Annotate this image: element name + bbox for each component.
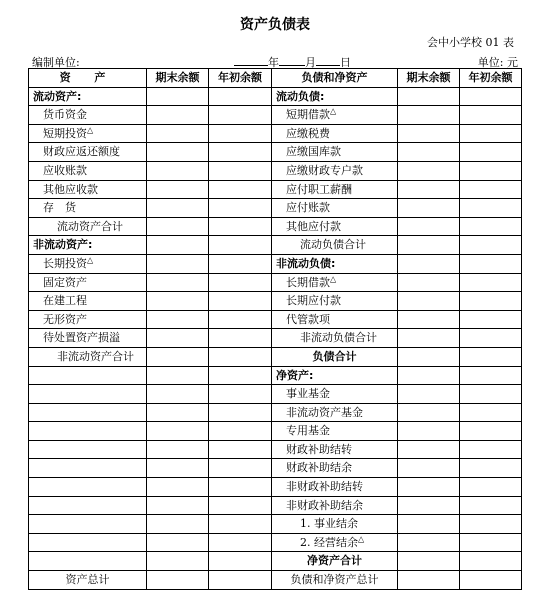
liab-end-balance-cell[interactable] xyxy=(398,292,460,311)
liability-item-label xyxy=(272,385,398,404)
liability-item-label xyxy=(272,403,398,422)
liab-end-balance-cell[interactable] xyxy=(398,533,460,552)
liab-begin-balance-cell[interactable] xyxy=(460,310,522,329)
balance-sheet-table xyxy=(28,68,522,590)
asset-begin-balance-cell[interactable] xyxy=(209,161,272,180)
table-row xyxy=(29,385,522,404)
asset-begin-balance-cell[interactable] xyxy=(209,385,272,404)
item-text: 负债和净资产总计 xyxy=(290,573,379,587)
liability-item-label xyxy=(272,571,398,590)
asset-end-balance-cell[interactable] xyxy=(147,199,209,218)
asset-begin-balance-cell[interactable] xyxy=(209,143,272,162)
asset-begin-balance-cell[interactable] xyxy=(209,403,272,422)
item-text: 非流动负债: xyxy=(276,256,336,270)
asset-begin-balance-cell[interactable] xyxy=(209,571,272,590)
asset-end-balance-cell[interactable] xyxy=(147,180,209,199)
asset-item-label xyxy=(29,385,147,404)
table-header-row xyxy=(29,69,522,88)
asset-end-balance-cell[interactable] xyxy=(147,254,209,273)
item-text: 非流动负债合计 xyxy=(300,331,377,345)
liab-begin-balance-cell[interactable] xyxy=(460,180,522,199)
asset-end-balance-cell[interactable] xyxy=(147,329,209,348)
item-text: 固定资产 xyxy=(43,275,87,289)
liab-end-balance-cell[interactable] xyxy=(398,366,460,385)
asset-begin-balance-cell[interactable] xyxy=(209,236,272,255)
item-text: 其他应付款 xyxy=(286,219,341,233)
item-text: 流动资产: xyxy=(33,89,82,103)
liability-item-label xyxy=(272,161,398,180)
item-text: 流动负债: xyxy=(276,89,325,103)
table-row xyxy=(29,515,522,534)
asset-begin-balance-cell[interactable] xyxy=(209,422,272,441)
liab-end-balance-cell[interactable] xyxy=(398,236,460,255)
liab-begin-balance-cell[interactable] xyxy=(460,217,522,236)
liab-begin-balance-cell[interactable] xyxy=(460,236,522,255)
asset-item-label xyxy=(29,440,147,459)
header-asset-end-balance: 期末余额 xyxy=(147,69,209,88)
liab-begin-balance-cell[interactable] xyxy=(460,366,522,385)
compiling-unit-label: 编制单位: xyxy=(32,56,80,69)
asset-item-label xyxy=(29,180,147,199)
liab-begin-balance-cell[interactable] xyxy=(460,440,522,459)
table-row xyxy=(29,106,522,125)
liab-begin-balance-cell[interactable] xyxy=(460,496,522,515)
asset-begin-balance-cell[interactable] xyxy=(209,180,272,199)
liab-begin-balance-cell[interactable] xyxy=(460,87,522,106)
item-text: 事业基金 xyxy=(286,387,330,401)
liab-begin-balance-cell[interactable] xyxy=(460,552,522,571)
liab-end-balance-cell[interactable] xyxy=(398,143,460,162)
asset-item-label xyxy=(29,273,147,292)
liab-begin-balance-cell[interactable] xyxy=(460,273,522,292)
table-row xyxy=(29,217,522,236)
liab-end-balance-cell[interactable] xyxy=(398,496,460,515)
item-text: 非流动资产基金 xyxy=(286,405,363,419)
liability-item-label xyxy=(272,87,398,106)
table-row xyxy=(29,310,522,329)
liability-item-label xyxy=(272,478,398,497)
asset-begin-balance-cell[interactable] xyxy=(209,478,272,497)
liab-begin-balance-cell[interactable] xyxy=(460,199,522,218)
asset-end-balance-cell[interactable] xyxy=(147,422,209,441)
header-assets: 资 产 xyxy=(29,69,147,88)
item-text: 应缴税费 xyxy=(286,126,330,140)
asset-end-balance-cell[interactable] xyxy=(147,87,209,106)
table-row xyxy=(29,422,522,441)
asset-end-balance-cell[interactable] xyxy=(147,273,209,292)
item-text: 财政应返还额度 xyxy=(43,145,120,159)
asset-item-label xyxy=(29,310,147,329)
item-text: 应缴国库款 xyxy=(286,145,341,159)
asset-end-balance-cell[interactable] xyxy=(147,478,209,497)
table-row xyxy=(29,440,522,459)
header-liab-begin-balance: 年初余额 xyxy=(460,69,522,88)
asset-begin-balance-cell[interactable] xyxy=(209,217,272,236)
liab-begin-balance-cell[interactable] xyxy=(460,385,522,404)
item-text: 存 货 xyxy=(43,201,76,215)
header-liabilities-equity: 负债和净资产 xyxy=(272,69,398,88)
item-text: 短期借款 xyxy=(286,108,330,122)
asset-begin-balance-cell[interactable] xyxy=(209,199,272,218)
table-row xyxy=(29,478,522,497)
liability-item-label xyxy=(272,124,398,143)
table-row xyxy=(29,161,522,180)
liability-item-label xyxy=(272,329,398,348)
month-blank[interactable] xyxy=(279,55,305,66)
asset-item-label xyxy=(29,552,147,571)
table-row xyxy=(29,329,522,348)
asset-end-balance-cell[interactable] xyxy=(147,292,209,311)
asset-end-balance-cell[interactable] xyxy=(147,533,209,552)
item-text: 应付职工薪酬 xyxy=(286,182,352,196)
table-row xyxy=(29,87,522,106)
liab-end-balance-cell[interactable] xyxy=(398,571,460,590)
liab-end-balance-cell[interactable] xyxy=(398,552,460,571)
asset-begin-balance-cell[interactable] xyxy=(209,87,272,106)
liability-item-label xyxy=(272,254,398,273)
item-text: 待处置资产损溢 xyxy=(43,331,120,345)
liab-begin-balance-cell[interactable] xyxy=(460,459,522,478)
asset-begin-balance-cell[interactable] xyxy=(209,459,272,478)
asset-item-label xyxy=(29,329,147,348)
asset-item-label xyxy=(29,533,147,552)
liab-begin-balance-cell[interactable] xyxy=(460,515,522,534)
item-text: 资产总计 xyxy=(65,573,110,587)
asset-item-label xyxy=(29,496,147,515)
asset-begin-balance-cell[interactable] xyxy=(209,515,272,534)
liability-item-label xyxy=(272,347,398,366)
asset-begin-balance-cell[interactable] xyxy=(209,366,272,385)
asset-begin-balance-cell[interactable] xyxy=(209,273,272,292)
liability-item-label xyxy=(272,292,398,311)
triangle-mark-icon: △ xyxy=(87,255,94,265)
asset-end-balance-cell[interactable] xyxy=(147,496,209,515)
asset-begin-balance-cell[interactable] xyxy=(209,310,272,329)
liab-end-balance-cell[interactable] xyxy=(398,106,460,125)
item-text: 非财政补助结转 xyxy=(286,480,363,494)
liab-end-balance-cell[interactable] xyxy=(398,515,460,534)
liab-end-balance-cell[interactable] xyxy=(398,217,460,236)
liab-end-balance-cell[interactable] xyxy=(398,199,460,218)
liab-end-balance-cell[interactable] xyxy=(398,403,460,422)
item-text: 长期借款 xyxy=(286,275,330,289)
asset-end-balance-cell[interactable] xyxy=(147,310,209,329)
item-text: 1. 事业结余 xyxy=(300,517,358,531)
liability-item-label xyxy=(272,366,398,385)
liability-item-label xyxy=(272,496,398,515)
table-row xyxy=(29,236,522,255)
liability-item-label xyxy=(272,310,398,329)
liab-end-balance-cell[interactable] xyxy=(398,180,460,199)
liability-item-label xyxy=(272,236,398,255)
liab-begin-balance-cell[interactable] xyxy=(460,478,522,497)
asset-end-balance-cell[interactable] xyxy=(147,106,209,125)
day-label: 日 xyxy=(340,56,351,69)
month-label: 月 xyxy=(305,56,316,69)
liab-begin-balance-cell[interactable] xyxy=(460,422,522,441)
item-text: 长期投资 xyxy=(43,256,87,270)
asset-item-label xyxy=(29,478,147,497)
item-text: 净资产合计 xyxy=(307,554,362,568)
liab-end-balance-cell[interactable] xyxy=(398,329,460,348)
asset-end-balance-cell[interactable] xyxy=(147,124,209,143)
asset-end-balance-cell[interactable] xyxy=(147,552,209,571)
liab-begin-balance-cell[interactable] xyxy=(460,106,522,125)
year-label: 年 xyxy=(268,56,279,69)
table-row xyxy=(29,496,522,515)
asset-item-label xyxy=(29,515,147,534)
item-text: 在建工程 xyxy=(43,294,87,308)
asset-begin-balance-cell[interactable] xyxy=(209,254,272,273)
liab-end-balance-cell[interactable] xyxy=(398,161,460,180)
item-text: 应付账款 xyxy=(286,201,330,215)
table-row xyxy=(29,273,522,292)
asset-end-balance-cell[interactable] xyxy=(147,571,209,590)
liab-begin-balance-cell[interactable] xyxy=(460,403,522,422)
asset-end-balance-cell[interactable] xyxy=(147,459,209,478)
item-text: 其他应收款 xyxy=(43,182,98,196)
liability-item-label xyxy=(272,552,398,571)
table-row xyxy=(29,347,522,366)
liability-item-label xyxy=(272,106,398,125)
liab-end-balance-cell[interactable] xyxy=(398,459,460,478)
table-row xyxy=(29,292,522,311)
item-text: 非流动资产合计 xyxy=(57,349,134,363)
asset-item-label xyxy=(29,403,147,422)
table-row xyxy=(29,459,522,478)
liab-begin-balance-cell[interactable] xyxy=(460,161,522,180)
liab-begin-balance-cell[interactable] xyxy=(460,143,522,162)
asset-end-balance-cell[interactable] xyxy=(147,440,209,459)
liab-end-balance-cell[interactable] xyxy=(398,478,460,497)
asset-end-balance-cell[interactable] xyxy=(147,366,209,385)
asset-end-balance-cell[interactable] xyxy=(147,347,209,366)
asset-begin-balance-cell[interactable] xyxy=(209,106,272,125)
triangle-mark-icon: △ xyxy=(330,273,337,283)
asset-item-label xyxy=(29,124,147,143)
asset-end-balance-cell[interactable] xyxy=(147,161,209,180)
item-text: 净资产: xyxy=(276,368,314,382)
liab-begin-balance-cell[interactable] xyxy=(460,533,522,552)
liability-item-label xyxy=(272,422,398,441)
liab-end-balance-cell[interactable] xyxy=(398,254,460,273)
asset-begin-balance-cell[interactable] xyxy=(209,552,272,571)
table-row xyxy=(29,199,522,218)
liability-item-label xyxy=(272,217,398,236)
liability-item-label xyxy=(272,533,398,552)
item-text: 非财政补助结余 xyxy=(286,498,363,512)
liab-begin-balance-cell[interactable] xyxy=(460,347,522,366)
asset-item-label xyxy=(29,254,147,273)
asset-begin-balance-cell[interactable] xyxy=(209,329,272,348)
asset-end-balance-cell[interactable] xyxy=(147,515,209,534)
triangle-mark-icon: △ xyxy=(358,534,365,544)
item-text: 短期投资 xyxy=(43,126,87,140)
item-text: 无形资产 xyxy=(43,312,87,326)
liability-item-label xyxy=(272,459,398,478)
page-title: 资产负债表 xyxy=(240,17,310,33)
asset-end-balance-cell[interactable] xyxy=(147,385,209,404)
liab-end-balance-cell[interactable] xyxy=(398,273,460,292)
liab-begin-balance-cell[interactable] xyxy=(460,571,522,590)
item-text: 货币资金 xyxy=(43,108,87,122)
liab-end-balance-cell[interactable] xyxy=(398,310,460,329)
liab-end-balance-cell[interactable] xyxy=(398,87,460,106)
asset-end-balance-cell[interactable] xyxy=(147,143,209,162)
liab-begin-balance-cell[interactable] xyxy=(460,292,522,311)
asset-item-label xyxy=(29,161,147,180)
table-row xyxy=(29,403,522,422)
table-row xyxy=(29,143,522,162)
item-text: 专用基金 xyxy=(286,424,330,438)
item-text: 2. 经营结余 xyxy=(300,535,358,549)
liab-begin-balance-cell[interactable] xyxy=(460,124,522,143)
asset-item-label xyxy=(29,347,147,366)
table-row xyxy=(29,571,522,590)
item-text: 流动负债合计 xyxy=(300,238,366,252)
report-meta xyxy=(32,54,518,68)
asset-begin-balance-cell[interactable] xyxy=(209,533,272,552)
liability-item-label xyxy=(272,180,398,199)
table-row xyxy=(29,254,522,273)
item-text: 财政补助结余 xyxy=(286,461,352,475)
item-text: 代管款项 xyxy=(286,312,330,326)
liability-item-label xyxy=(272,515,398,534)
form-number: 会中小学校 01 表 xyxy=(427,36,514,49)
item-text: 负债合计 xyxy=(312,349,357,363)
asset-item-label xyxy=(29,422,147,441)
item-text: 长期应付款 xyxy=(286,294,341,308)
asset-item-label xyxy=(29,366,147,385)
header-liab-end-balance: 期末余额 xyxy=(398,69,460,88)
asset-end-balance-cell[interactable] xyxy=(147,217,209,236)
asset-item-label xyxy=(29,292,147,311)
asset-item-label xyxy=(29,217,147,236)
liab-begin-balance-cell[interactable] xyxy=(460,329,522,348)
liability-item-label xyxy=(272,199,398,218)
triangle-mark-icon: △ xyxy=(330,106,337,116)
asset-item-label xyxy=(29,571,147,590)
asset-begin-balance-cell[interactable] xyxy=(209,124,272,143)
liab-end-balance-cell[interactable] xyxy=(398,440,460,459)
liab-end-balance-cell[interactable] xyxy=(398,385,460,404)
table-row xyxy=(29,552,522,571)
asset-end-balance-cell[interactable] xyxy=(147,236,209,255)
liability-item-label xyxy=(272,273,398,292)
asset-item-label xyxy=(29,87,147,106)
currency-unit: 单位: 元 xyxy=(477,56,518,69)
table-row xyxy=(29,366,522,385)
liability-item-label xyxy=(272,143,398,162)
table-row xyxy=(29,533,522,552)
triangle-mark-icon: △ xyxy=(87,125,94,135)
asset-item-label xyxy=(29,199,147,218)
header-asset-begin-balance: 年初余额 xyxy=(209,69,272,88)
asset-begin-balance-cell[interactable] xyxy=(209,292,272,311)
item-text: 应缴财政专户款 xyxy=(286,163,363,177)
item-text: 非流动资产: xyxy=(33,238,93,252)
asset-begin-balance-cell[interactable] xyxy=(209,347,272,366)
item-text: 流动资产合计 xyxy=(57,219,123,233)
liab-begin-balance-cell[interactable] xyxy=(460,254,522,273)
liab-end-balance-cell[interactable] xyxy=(398,124,460,143)
asset-end-balance-cell[interactable] xyxy=(147,403,209,422)
asset-item-label xyxy=(29,459,147,478)
day-blank[interactable] xyxy=(316,55,340,66)
asset-item-label xyxy=(29,106,147,125)
item-text: 应收账款 xyxy=(43,163,87,177)
table-row xyxy=(29,180,522,199)
liab-end-balance-cell[interactable] xyxy=(398,422,460,441)
asset-item-label xyxy=(29,236,147,255)
table-row xyxy=(29,124,522,143)
asset-begin-balance-cell[interactable] xyxy=(209,496,272,515)
year-blank[interactable] xyxy=(234,55,268,66)
liability-item-label xyxy=(272,440,398,459)
item-text: 财政补助结转 xyxy=(286,442,352,456)
liab-end-balance-cell[interactable] xyxy=(398,347,460,366)
asset-item-label xyxy=(29,143,147,162)
asset-begin-balance-cell[interactable] xyxy=(209,440,272,459)
